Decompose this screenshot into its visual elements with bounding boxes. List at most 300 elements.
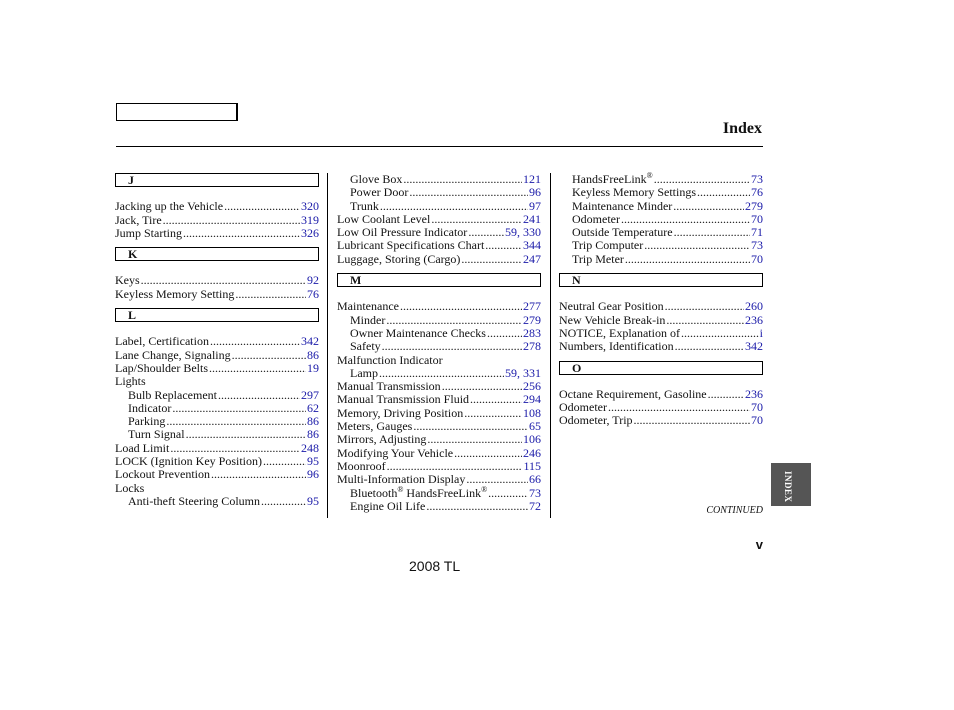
entry-label-text: Neutral Gear Position	[559, 299, 664, 314]
side-tab-label: INDEX	[783, 471, 793, 503]
index-entry[interactable]	[337, 433, 541, 446]
page-reference-link[interactable]: 283	[523, 325, 541, 340]
page-reference-link[interactable]: 248	[301, 440, 319, 455]
entry-label	[337, 420, 412, 433]
dot-leader	[386, 314, 522, 327]
page-reference-link[interactable]: 246	[523, 445, 541, 460]
index-side-tab[interactable]	[771, 463, 811, 506]
dot-leader	[431, 213, 522, 226]
page-reference-link[interactable]: 65	[529, 419, 541, 434]
page-reference-link[interactable]: 71	[751, 225, 763, 240]
entry-label	[559, 314, 665, 327]
index-entry[interactable]	[115, 468, 319, 481]
page-reference-link[interactable]: 121	[523, 172, 541, 186]
index-entry[interactable]	[559, 300, 763, 313]
entry-label	[115, 442, 169, 455]
entry-label	[350, 484, 488, 500]
entry-label-text: New Vehicle Break-in	[559, 312, 666, 327]
entry-label-text: Odometer	[559, 400, 607, 415]
page-reference-link[interactable]: 86	[307, 427, 319, 442]
spacer	[115, 240, 319, 247]
entry-label-text: Indicator	[128, 400, 172, 415]
index-entry[interactable]	[337, 226, 541, 239]
dot-leader	[468, 226, 504, 239]
index-entry[interactable]	[337, 380, 541, 393]
index-entry[interactable]	[115, 389, 319, 402]
dot-leader	[403, 173, 522, 186]
spacer	[115, 261, 319, 274]
page-reference-link[interactable]: 260	[745, 299, 763, 314]
page-reference-link[interactable]: 247	[523, 251, 541, 266]
entry-label	[337, 380, 441, 393]
dot-leader	[681, 327, 759, 340]
entry-label-text: Load Limit	[115, 440, 170, 455]
index-heading-entry	[337, 354, 541, 367]
entry-label-text: Lamp	[350, 365, 378, 380]
dot-leader	[263, 455, 306, 468]
page-reference-link[interactable]: 279	[523, 312, 541, 327]
page-reference-link[interactable]: 279	[745, 198, 763, 213]
entry-label	[128, 389, 217, 402]
index-entry[interactable]	[559, 239, 763, 252]
entry-label-text: Safety	[350, 339, 381, 354]
index-column-2	[337, 173, 541, 513]
index-entry[interactable]	[337, 314, 541, 327]
entry-label	[350, 173, 402, 186]
index-entry[interactable]	[115, 214, 319, 227]
dot-leader	[211, 468, 306, 481]
entry-label-text: Power Door	[350, 185, 409, 200]
index-entry[interactable]	[337, 367, 541, 380]
index-entry[interactable]	[559, 414, 763, 427]
page-reference-link[interactable]: 108	[523, 405, 541, 420]
index-entry[interactable]	[115, 227, 319, 240]
dot-leader	[708, 388, 744, 401]
index-entry[interactable]	[337, 500, 541, 513]
entry-label-text: Multi-Information Display	[337, 472, 466, 487]
section-letter-header: J	[115, 173, 319, 187]
dot-leader	[170, 442, 300, 455]
section-letter-header: M	[337, 273, 541, 287]
spacer	[337, 266, 541, 273]
dot-leader	[625, 253, 750, 266]
dot-leader	[141, 274, 306, 287]
entry-label	[115, 335, 209, 348]
dot-leader	[218, 389, 300, 402]
entry-label	[337, 460, 386, 473]
entry-label-text: HandsFreeLink	[572, 172, 647, 186]
dot-leader	[644, 239, 750, 252]
entry-label-text: Maintenance Minder	[572, 198, 673, 213]
index-entry[interactable]	[559, 186, 763, 199]
spacer	[115, 322, 319, 335]
dot-leader	[413, 420, 528, 433]
dot-leader	[673, 200, 744, 213]
page-reference-link[interactable]: 95	[307, 493, 319, 508]
index-entry[interactable]	[559, 253, 763, 266]
page-reference-link[interactable]: 97	[529, 198, 541, 213]
section-letter-header: L	[115, 308, 319, 322]
section-letter-header: N	[559, 273, 763, 287]
entry-label	[572, 226, 673, 239]
page-reference-link[interactable]: 241	[523, 211, 541, 226]
entry-label	[350, 314, 385, 327]
dot-leader	[488, 487, 528, 500]
entry-label	[337, 407, 463, 420]
entry-label-text: Jacking up the Vehicle	[115, 199, 224, 214]
section-letter-header: K	[115, 247, 319, 261]
entry-label-text: Low Coolant Level	[337, 211, 431, 226]
index-entry[interactable]	[337, 239, 541, 252]
page-reference-link[interactable]: 92	[307, 273, 319, 288]
dot-leader	[634, 414, 750, 427]
entry-label	[128, 495, 260, 508]
entry-label	[350, 327, 486, 340]
index-entry[interactable]	[337, 393, 541, 406]
entry-label-text: Low Oil Pressure Indicator	[337, 225, 468, 240]
dot-leader	[400, 300, 522, 313]
entry-label-text: Owner Maintenance Checks	[350, 325, 486, 340]
dot-leader	[426, 500, 528, 513]
entry-label-text: Jump Starting	[115, 225, 183, 240]
dot-leader	[674, 226, 750, 239]
page-reference-link[interactable]: 342	[301, 334, 319, 349]
index-entry[interactable]	[559, 401, 763, 414]
page-reference-link[interactable]: 70	[751, 211, 763, 226]
dot-leader	[379, 367, 504, 380]
entry-label-text: Trip Meter	[572, 251, 624, 266]
index-entry[interactable]	[337, 460, 541, 473]
entry-label-text: Trip Computer	[572, 238, 644, 253]
dot-leader	[210, 335, 300, 348]
entry-label-text: Lap/Shoulder Belts	[115, 360, 208, 375]
column-divider	[327, 173, 328, 518]
entry-label-text: Keys	[115, 273, 140, 288]
entry-label-text: Keyless Memory Settings	[572, 185, 696, 200]
page-reference-link[interactable]: 115	[523, 458, 541, 473]
entry-label-text: Engine Oil Life	[350, 498, 426, 513]
entry-label	[337, 213, 430, 226]
dot-leader	[409, 186, 528, 199]
dot-leader	[186, 428, 306, 441]
index-entry[interactable]	[115, 415, 319, 428]
page-reference-link[interactable]: 70	[751, 400, 763, 415]
entry-label	[350, 367, 378, 380]
page-reference-link[interactable]: 72	[529, 498, 541, 513]
dot-leader	[621, 213, 750, 226]
index-entry[interactable]	[115, 495, 319, 508]
dot-leader	[666, 314, 744, 327]
dot-leader	[380, 200, 528, 213]
dot-leader	[461, 253, 522, 266]
dot-leader	[163, 214, 300, 227]
page-reference-link[interactable]: 319	[301, 212, 319, 227]
entry-label	[115, 468, 210, 481]
entry-label-text: Trunk	[350, 198, 379, 213]
entry-label	[350, 200, 379, 213]
registered-mark: ®	[646, 171, 653, 180]
index-heading-entry	[115, 375, 319, 388]
page-title: Index	[722, 120, 762, 137]
entry-label	[350, 186, 408, 199]
page-reference-link[interactable]: 86	[307, 414, 319, 429]
entry-label	[115, 214, 162, 227]
entry-label-text: Parking	[128, 414, 166, 429]
spacer	[559, 266, 763, 273]
page-reference-link[interactable]: 70	[751, 413, 763, 428]
page-reference-link[interactable]: 95	[307, 454, 319, 469]
dot-leader	[654, 173, 750, 186]
index-entry[interactable]	[559, 327, 763, 340]
page-reference-link[interactable]: i	[759, 325, 763, 340]
index-entry[interactable]	[115, 455, 319, 468]
index-entry[interactable]	[559, 388, 763, 401]
entry-label	[572, 253, 624, 266]
entry-label	[559, 327, 680, 340]
page-reference-link[interactable]: 59, 330	[505, 225, 541, 240]
entry-label	[337, 300, 399, 313]
page-reference-link[interactable]: 256	[523, 379, 541, 394]
entry-label	[337, 447, 453, 460]
entry-label-text: Turn Signal	[128, 427, 185, 442]
entry-label-text: Glove Box	[350, 172, 403, 186]
dot-leader	[608, 401, 750, 414]
dot-leader	[166, 415, 306, 428]
entry-label-text: Maintenance	[337, 299, 399, 314]
page-reference-link[interactable]: 70	[751, 251, 763, 266]
dot-leader	[235, 288, 306, 301]
entry-label	[128, 415, 165, 428]
entry-label-text: Outside Temperature	[572, 225, 673, 240]
index-entry[interactable]	[559, 340, 763, 353]
entry-label-text: Locks	[115, 480, 145, 495]
dot-leader	[485, 239, 522, 252]
index-column-1	[115, 173, 319, 508]
footer-model: 2008 TL	[409, 558, 461, 574]
entry-label	[559, 388, 707, 401]
dot-leader	[387, 460, 523, 473]
entry-label	[559, 340, 674, 353]
index-entry[interactable]	[337, 173, 541, 186]
entry-label-text: Lights	[115, 374, 146, 389]
continued-note: CONTINUED	[706, 505, 763, 516]
entry-label-text: Luggage, Storing (Cargo)	[337, 251, 461, 266]
index-entry[interactable]	[559, 213, 763, 226]
entry-label-text: Odometer	[572, 211, 620, 226]
entry-label-text: Anti-theft Steering Column	[128, 493, 260, 508]
page-reference-link[interactable]: 96	[307, 467, 319, 482]
spacer	[115, 301, 319, 308]
entry-label	[559, 414, 633, 427]
entry-label-text: Manual Transmission Fluid	[337, 392, 470, 407]
index-column-3	[559, 173, 763, 428]
page-reference-link[interactable]: 236	[745, 312, 763, 327]
entry-label-text: Jack, Tire	[115, 212, 162, 227]
entry-label	[115, 349, 231, 362]
registered-mark: ®	[397, 484, 404, 494]
page-reference-link[interactable]: 344	[523, 238, 541, 253]
page-reference-link[interactable]: 297	[301, 387, 319, 402]
index-entry[interactable]	[115, 288, 319, 301]
entry-label-text: LOCK (Ignition Key Position)	[115, 454, 262, 469]
entry-label	[115, 288, 234, 301]
index-entry[interactable]	[337, 300, 541, 313]
page-reference-link[interactable]: 86	[307, 347, 319, 362]
dot-leader	[464, 407, 522, 420]
dot-leader	[232, 349, 306, 362]
dot-leader	[665, 300, 744, 313]
entry-label-text: Modifying Your Vehicle	[337, 445, 454, 460]
index-entry[interactable]	[115, 442, 319, 455]
page-reference-link[interactable]: 326	[301, 225, 319, 240]
column-divider	[550, 173, 551, 518]
index-entry[interactable]	[337, 484, 541, 500]
entry-label	[572, 200, 672, 213]
index-entry[interactable]	[559, 173, 763, 186]
entry-label	[115, 482, 144, 495]
index-entry[interactable]	[559, 226, 763, 239]
page-reference-link[interactable]: 106	[523, 432, 541, 447]
entry-label-text: NOTICE, Explanation of	[559, 325, 680, 340]
section-letter-header: O	[559, 361, 763, 375]
index-entry[interactable]	[337, 407, 541, 420]
entry-label	[572, 213, 620, 226]
entry-label-text: Manual Transmission	[337, 379, 441, 394]
index-entry[interactable]	[337, 420, 541, 433]
entry-label-text: Lockout Prevention	[115, 467, 210, 482]
spacer	[559, 287, 763, 300]
index-entry[interactable]	[115, 200, 319, 213]
entry-label-text: Lubricant Specifications Chart	[337, 238, 485, 253]
page-reference-link[interactable]: 294	[523, 392, 541, 407]
entry-label	[572, 173, 653, 186]
dot-leader	[209, 362, 306, 375]
page-reference-link[interactable]: 76	[751, 185, 763, 200]
index-entry[interactable]	[337, 327, 541, 340]
header-box	[116, 103, 238, 121]
entry-label-text: Lane Change, Signaling	[115, 347, 231, 362]
index-entry[interactable]	[337, 473, 541, 486]
index-entry[interactable]	[115, 362, 319, 375]
dot-leader	[454, 447, 522, 460]
entry-label	[128, 428, 185, 441]
dot-leader	[442, 380, 522, 393]
entry-label	[115, 455, 262, 468]
page-reference-link[interactable]: 59, 331	[505, 365, 541, 380]
entry-label-text: Odometer, Trip	[559, 413, 633, 428]
dot-leader	[172, 402, 306, 415]
entry-label	[337, 253, 460, 266]
index-entry[interactable]	[115, 274, 319, 287]
entry-label	[337, 393, 469, 406]
entry-label	[350, 500, 425, 513]
page-reference-link[interactable]: 96	[529, 185, 541, 200]
index-entry[interactable]	[115, 428, 319, 441]
entry-label-text: Meters, Gauges	[337, 419, 413, 434]
dot-leader	[697, 186, 750, 199]
page-reference-link[interactable]: 277	[523, 299, 541, 314]
entry-label	[572, 186, 696, 199]
entry-label-text: Bluetooth	[350, 485, 398, 500]
index-entry[interactable]	[115, 349, 319, 362]
entry-label-text: Keyless Memory Setting	[115, 286, 235, 301]
entry-label	[559, 300, 664, 313]
entry-label-text: Octane Requirement, Gasoline	[559, 386, 707, 401]
entry-label	[128, 402, 171, 415]
entry-label-text: Minder	[350, 312, 386, 327]
entry-label	[337, 354, 443, 367]
page-reference-link[interactable]: 66	[529, 472, 541, 487]
page-reference-link[interactable]: 19	[307, 360, 319, 375]
dot-leader	[470, 393, 522, 406]
page-reference-link[interactable]: 278	[523, 339, 541, 354]
entry-label	[115, 375, 146, 388]
dot-leader	[261, 495, 306, 508]
dot-leader	[675, 340, 744, 353]
index-entry[interactable]	[559, 314, 763, 327]
index-entry[interactable]	[337, 213, 541, 226]
entry-label	[559, 401, 607, 414]
index-entry[interactable]	[115, 335, 319, 348]
entry-label	[337, 239, 484, 252]
page-reference-link[interactable]: 236	[745, 386, 763, 401]
index-entry[interactable]	[337, 186, 541, 199]
dot-leader	[466, 473, 528, 486]
entry-label-text: HandsFreeLink	[403, 485, 482, 500]
index-entry[interactable]	[559, 200, 763, 213]
entry-label	[115, 274, 140, 287]
entry-label-text: Malfunction Indicator	[337, 352, 443, 367]
index-heading-entry	[115, 482, 319, 495]
dot-leader	[487, 327, 522, 340]
entry-label	[572, 239, 643, 252]
entry-label-text: Bulb Replacement	[128, 387, 217, 402]
page-reference-link[interactable]: 76	[307, 286, 319, 301]
entry-label-text: Moonroof	[337, 458, 386, 473]
entry-label	[115, 227, 182, 240]
page-number: v	[755, 537, 763, 552]
entry-label	[350, 340, 381, 353]
page-reference-link[interactable]: 342	[745, 339, 763, 354]
page-reference-link[interactable]: 73	[751, 238, 763, 253]
dot-leader	[427, 433, 522, 446]
entry-label-text: Mirrors, Adjusting	[337, 432, 427, 447]
index-entry[interactable]	[115, 402, 319, 415]
entry-label-text: Label, Certification	[115, 334, 209, 349]
registered-mark: ®	[481, 484, 488, 494]
entry-label-text: Memory, Driving Position	[337, 405, 464, 420]
index-entry[interactable]	[337, 340, 541, 353]
entry-label	[115, 200, 223, 213]
dot-leader	[183, 227, 300, 240]
entry-label-text: Numbers, Identification	[559, 339, 674, 354]
page-reference-link[interactable]: 73	[529, 485, 541, 500]
page-reference-link[interactable]: 73	[751, 172, 763, 186]
spacer	[115, 187, 319, 200]
spacer	[337, 287, 541, 300]
index-entry[interactable]	[337, 253, 541, 266]
spacer	[559, 375, 763, 388]
title-rule	[116, 146, 763, 147]
spacer	[559, 354, 763, 361]
page-reference-link[interactable]: 62	[307, 400, 319, 415]
page-reference-link[interactable]: 320	[301, 199, 319, 214]
index-entry[interactable]	[337, 447, 541, 460]
index-entry[interactable]	[337, 200, 541, 213]
entry-label	[115, 362, 208, 375]
entry-label	[337, 226, 467, 239]
dot-leader	[382, 340, 522, 353]
